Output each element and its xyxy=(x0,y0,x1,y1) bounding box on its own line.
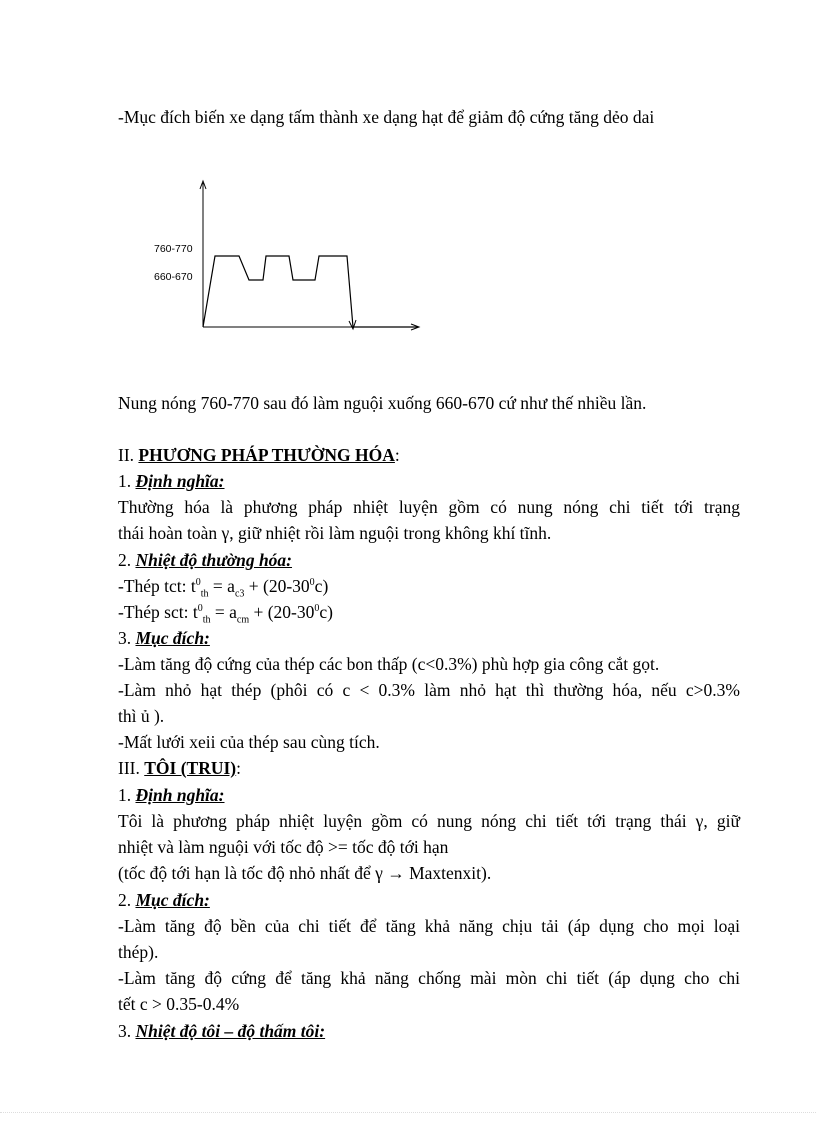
section3-definition-line1: Tôi là phương pháp nhiệt luyện gồm có nung nóng chi tiết tới trạng thái γ, giữ xyxy=(118,811,740,831)
page-bottom-rule xyxy=(0,1112,816,1113)
section3-sub1-title: Định nghĩa: xyxy=(135,785,225,805)
section3-sub1-number: 1. xyxy=(118,785,132,805)
chart-plot xyxy=(203,256,417,329)
section2-sub2-title: Nhiệt độ thường hóa: xyxy=(135,550,293,570)
section3-sub3-number: 3. xyxy=(118,1021,132,1041)
section2-sub2 xyxy=(118,549,292,571)
section3-purpose2-line1: -Làm tăng độ cứng để tăng khả năng chống mài mòn chi tiết (áp dụng cho chi xyxy=(118,968,740,988)
section2-sub1-title: Định nghĩa: xyxy=(135,471,225,491)
section2-definition-line1: Thường hóa là phương pháp nhiệt luyện gồm có nung nóng chi tiết tới trạng xyxy=(118,497,740,517)
chart-caption: Nung nóng 760-770 sau đó làm nguội xuống 660-670 cứ như thế nhiều lần. xyxy=(118,393,647,413)
formula-sct-sub: th xyxy=(202,614,211,626)
formula-tct-prefix: -Thép tct: t xyxy=(118,576,196,596)
y-tick-label: 660-670 xyxy=(154,271,193,283)
formula-tct-sup: 0 xyxy=(195,577,201,589)
formula-sct-suffix: + (20-30 xyxy=(249,602,315,622)
section2-purpose2-line1: -Làm nhỏ hạt thép (phôi có c < 0.3% làm nhỏ hạt thì thường hóa, nếu c>0.3% xyxy=(118,680,740,700)
section2-number: II. xyxy=(118,445,135,465)
section2-sub2-number: 2. xyxy=(118,550,132,570)
formula-sct xyxy=(118,601,333,626)
section3-definition-line2: nhiệt và làm nguội với tốc độ >= tốc độ tới hạn xyxy=(118,837,449,857)
section2-definition-line2: thái hoàn toàn γ, giữ nhiệt rồi làm nguội trong không khí tĩnh. xyxy=(118,523,552,543)
y-tick-label: 760-770 xyxy=(154,243,193,255)
section3-sub2 xyxy=(118,889,210,911)
section3-purpose2-line2: tết c > 0.35-0.4% xyxy=(118,994,240,1014)
section3-heading: III. TÔI (TRUI): xyxy=(118,758,241,778)
heat-treatment-chart xyxy=(140,175,430,340)
section3-number: III. xyxy=(118,758,140,778)
series-line-0 xyxy=(203,256,417,327)
formula-sct-end: c) xyxy=(319,602,333,622)
section2-sub3-number: 3. xyxy=(118,628,132,648)
section3-sub1 xyxy=(118,784,225,806)
section3-sub2-title: Mục đích: xyxy=(135,890,210,910)
formula-tct xyxy=(118,575,329,600)
section2-title: PHƯƠNG PHÁP THƯỜNG HÓA xyxy=(138,445,395,465)
section2-sub3 xyxy=(118,627,210,649)
formula-tct-suffix: + (20-30 xyxy=(244,576,310,596)
section2-purpose1: -Làm tăng độ cứng của thép các bon thấp (c<0.3%) phù hợp gia công cắt gọt. xyxy=(118,654,660,674)
formula-tct-sub: th xyxy=(200,588,209,600)
section3-definition-line3: (tốc độ tới hạn là tốc độ nhỏ nhất để γ → Maxtenxit). xyxy=(118,863,492,883)
section2-sub1-number: 1. xyxy=(118,471,132,491)
section2-purpose3: -Mất lưới xeii của thép sau cùng tích. xyxy=(118,732,380,752)
section2-sub3-title: Mục đích: xyxy=(135,628,210,648)
formula-sct-mid: = a xyxy=(210,602,237,622)
intro-text: -Mục đích biến xe dạng tấm thành xe dạng hạt để giảm độ cứng tăng dẻo dai xyxy=(118,107,655,127)
formula-sct-sub2: cm xyxy=(236,614,250,626)
section3-purpose1-line1: -Làm tăng độ bền của chi tiết để tăng khả năng chịu tải (áp dụng cho mọi loại xyxy=(118,916,740,936)
formula-sct-prefix: -Thép sct: t xyxy=(118,602,198,622)
formula-tct-end: c) xyxy=(314,576,329,596)
section3-title: TÔI (TRUI) xyxy=(144,758,237,778)
section3-sub3-title: Nhiệt độ tôi – độ thấm tôi: xyxy=(135,1021,326,1041)
section2-heading: II. PHƯƠNG PHÁP THƯỜNG HÓA: xyxy=(118,445,400,465)
section3-sub3 xyxy=(118,1020,325,1042)
formula-tct-sub2: c3 xyxy=(234,588,245,600)
section3-purpose1-line2: thép). xyxy=(118,942,159,962)
section2-sub1 xyxy=(118,470,225,492)
section3-sub2-number: 2. xyxy=(118,890,132,910)
formula-tct-sup2: 0 xyxy=(309,577,315,589)
formula-tct-mid: = a xyxy=(208,576,235,596)
section2-purpose2-line2: thì ủ ). xyxy=(118,706,165,726)
formula-sct-sup2: 0 xyxy=(314,603,320,615)
formula-sct-sup: 0 xyxy=(197,603,203,615)
chart-ticks xyxy=(154,243,193,283)
